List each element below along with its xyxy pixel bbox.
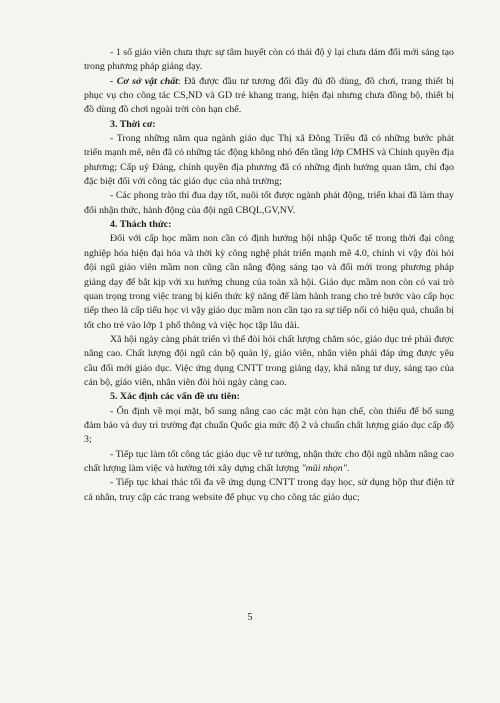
- paragraph-challenge-1: Đối với cấp học mầm non cần có định hướng hội nhập Quốc tế trong thời đại công nghiệp hóa hiện đại hóa và thời kỳ công nghệ phát triển mạnh mẽ 4.0, chính vì vậy đòi hỏi đội ngũ giáo viên mầm non cũng cần nâng động sáng tạo và đổi mới trong phương pháp giảng dạy để bắt kịp với xu hướng chung của toàn xã hội. Giáo dục mầm non còn có vai trò quan trọng trong việc trang bị kiến thức kỹ năng để làm hành trang cho trẻ bước vào cấp học tiếp theo là cấp tiểu học vì vậy giáo dục mầm non cần tạo ra sự tiếp nối có hiệu quả, chuẩn bị tốt cho trẻ vào lớp 1 phổ thông và việc học tập lâu dài.: [84, 233, 454, 331]
- paragraph-opportunity-2: - Các phong trào thi đua dạy tốt, nuôi tốt được ngành phát động, triển khai đã làm thay đổi nhận thức, hành động của đội ngũ CBQL,GV,NV.: [84, 190, 454, 216]
- priority-2-end: .: [346, 462, 350, 474]
- heading-challenges: 4. Thách thức:: [110, 219, 172, 231]
- paragraph-opportunity-1: - Trong những năm qua ngành giáo dục Thị xã Đông Triều đã có những bước phát triển mạnh mẽ, nên đã có những tác động không nhỏ đến tầng lớp CMHS và Chính quyền địa phương; Cấp uỷ Đảng, chính quyền địa phương đã có những định hướng quan tâm, chỉ đạo đặc biệt đối với công tác giáo dục của nhà trường;: [84, 133, 454, 188]
- paragraph-challenge-2: Xã hội ngày càng phát triển vì thế đòi hỏi chất lượng chăm sóc, giáo dục trẻ phải được nâng cao. Chất lượng đội ngũ cán bộ quản lý, giáo viên, nhân viên phải đáp ứng được yêu cầu đổi mới giáo dục. Việc ứng dụng CNTT trong giảng dạy, khả năng tư duy, sáng tạo của cán bộ, giáo viên, nhân viên đòi hỏi ngày càng cao.: [84, 333, 454, 388]
- facilities-label: - Cơ sở vật chất: [110, 75, 178, 87]
- paragraph-facilities: [84, 75, 454, 118]
- paragraph-priority-1: - Ổn định về mọi mặt, bổ sung nâng cao các mặt còn hạn chế, còn thiếu để bổ sung đảm bảo và duy trì trường đạt chuẩn Quốc gia mức độ 2 và chuẩn chất lượng giáo dục cấp độ 3;: [84, 405, 454, 446]
- priority-2-text: - Tiếp tục làm tốt công tác giáo dục về tư tưởng, nhận thức cho đội ngũ nhằm nâng cao chất lượng làm việc và hướng tới xây dựng chất lượng: [84, 448, 454, 474]
- paragraph-priority-2: [84, 448, 454, 477]
- heading-priorities: 5. Xác định các vấn đề ưu tiên:: [110, 391, 240, 403]
- paragraph-teachers-limitation: - 1 số giáo viên chưa thực sự tâm huyết còn có thái độ ỷ lại chưa dám đổi mới sáng tạo trong phương pháp giảng dạy.: [84, 47, 454, 73]
- priority-2-italic: "mũi nhọn": [301, 462, 347, 474]
- page-number: 5: [247, 612, 253, 623]
- facilities-text: : Đã được đầu tư tương đối đầy đủ đồ dùng, đồ chơi, trang thiết bị phục vụ cho công tác CS,ND và GD trẻ khang trang, hiện đại nhưng chưa đồng bộ, thiết bị đồ dùng đồ chơi ngoài trời còn hạn chế.: [84, 75, 455, 116]
- heading-opportunities: 3. Thời cơ:: [110, 118, 156, 130]
- paragraph-priority-3: - Tiếp tục khai thác tối đa về ứng dụng CNTT trong dạy học, sử dụng hộp thư điện tử cá nhân, truy cập các trang website để phục vụ cho công tác giáo dục;: [84, 477, 454, 503]
